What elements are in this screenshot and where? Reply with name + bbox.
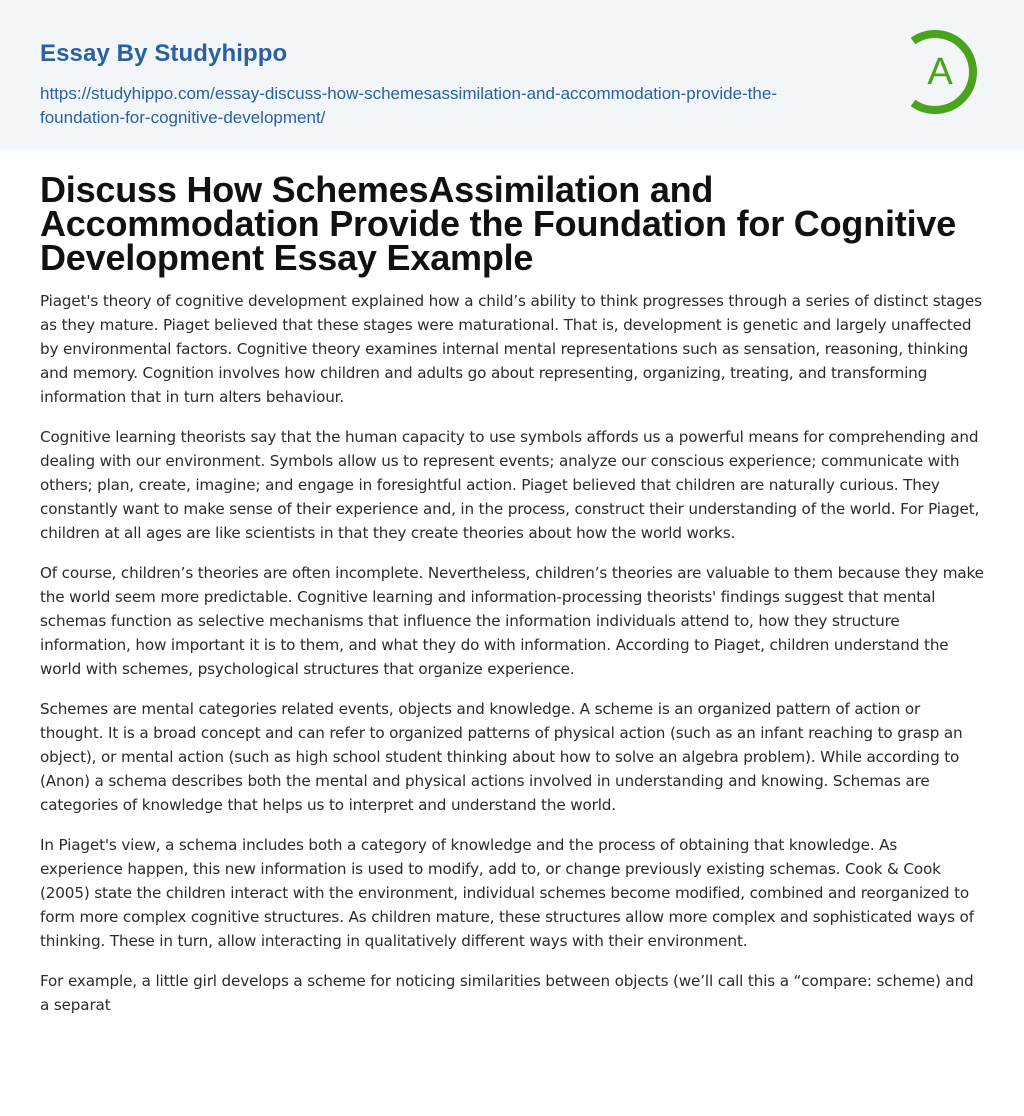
article-paragraph: Cognitive learning theorists say that the human capacity to use symbols affords us a powerful means for comprehending and dealing with our environment. Symbols allow us to represent events; analyze our conscious experience; communicate with others; plan, create, imagine; and engage in foresightful action. Piaget believed that children are naturally curious. They constantly want to make sense of their experience and, in the process, construct their understanding of the world. For Piaget, children at all ages are like scientists in that they create theories about how the world works.: [40, 428, 980, 542]
article-paragraph: In Piaget's view, a schema includes both a category of knowledge and the process of obtaining that knowledge. As experience happen, this new information is used to modify, add to, or change previously existing schemas. Cook & Cook (2005) state the children interact with the environment, individual schemes become modified, combined and reorganized to form more complex cognitive structures. As children mature, these structures allow more complex and sophisticated ways of thinking. These in turn, allow interacting in qualitatively different ways with their environment.: [40, 836, 974, 950]
page-title: Discuss How SchemesAssimilation and Accommodation Provide the Foundation for Cognitive Development Essay Example: [40, 169, 957, 278]
logo-letter: A: [927, 51, 953, 93]
site-header: [0, 0, 1024, 150]
brand-title: Essay By Studyhippo: [40, 40, 288, 67]
studyhippo-logo-icon: [904, 28, 988, 116]
article-paragraph: For example, a little girl develops a scheme for noticing similarities between objects (we’ll call this a “compare: scheme) and a separat: [40, 972, 974, 1014]
article-paragraph: Piaget's theory of cognitive development explained how a child’s ability to think progresses through a series of distinct stages as they mature. Piaget believed that these stages were maturational. That is, development is genetic and largely unaffected by environmental factors. Cognitive theory examines internal mental representations such as sensation, reasoning, thinking and memory. Cognition involves how children and adults go about representing, organizing, treating, and transforming information that in turn alters behaviour.: [40, 292, 982, 406]
article: [40, 170, 984, 1017]
source-url-link[interactable]: https://studyhippo.com/essay-discuss-how-schemesassimilation-and-accommodation-provide-the-foundation-for-cognitive-development/: [40, 84, 777, 127]
article-paragraph: Schemes are mental categories related events, objects and knowledge. A scheme is an organized pattern of action or thought. It is a broad concept and can refer to organized patterns of physical action (such as an infant reaching to grasp an object), or mental action (such as high school student thinking about how to solve an algebra problem). While according to (Anon) a schema describes both the mental and physical actions involved in understanding and knowing. Schemas are categories of knowledge that helps us to interpret and understand the world.: [40, 700, 963, 814]
article-paragraph: Of course, children’s theories are often incomplete. Nevertheless, children’s theories are valuable to them because they make the world seem more predictable. Cognitive learning and information-processing theorists' findings suggest that mental schemas function as selective mechanisms that influence the information individuals attend to, how they structure information, how important it is to them, and what they do with information. According to Piaget, children understand the world with schemes, psychological structures that organize experience.: [40, 564, 984, 678]
